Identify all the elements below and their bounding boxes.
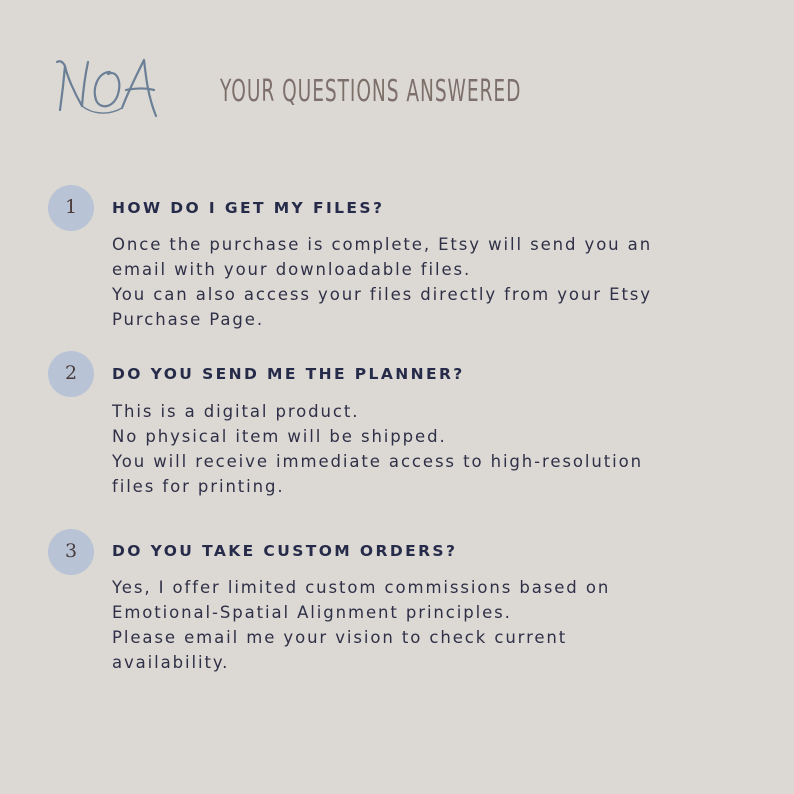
answer-line: Emotional-Spatial Alignment principles. bbox=[112, 603, 512, 622]
number-badge bbox=[48, 529, 94, 575]
faq-question: DO YOU TAKE CUSTOM ORDERS? bbox=[112, 542, 458, 560]
number-badge-label: 3 bbox=[64, 540, 78, 562]
answer-line: You can also access your files directly from your Etsy bbox=[112, 285, 652, 304]
faq-answer bbox=[112, 575, 772, 675]
faq-question: DO YOU SEND ME THE PLANNER? bbox=[112, 365, 465, 383]
answer-line: Please email me your vision to check current bbox=[112, 628, 568, 647]
page-title: YOUR QUESTIONS ANSWERED bbox=[220, 74, 522, 109]
answer-line: You will receive immediate access to high-resolution bbox=[112, 452, 643, 471]
faq-answer bbox=[112, 232, 772, 332]
answer-line: files for printing. bbox=[112, 477, 285, 496]
answer-line: availability. bbox=[112, 653, 230, 672]
answer-line: This is a digital product. bbox=[112, 402, 360, 421]
answer-line: email with your downloadable files. bbox=[112, 260, 472, 279]
answer-line: No physical item will be shipped. bbox=[112, 427, 447, 446]
answer-line: Yes, I offer limited custom commissions based on bbox=[112, 578, 611, 597]
number-badge bbox=[48, 351, 94, 397]
faq-question: HOW DO I GET MY FILES? bbox=[112, 199, 385, 217]
answer-line: Purchase Page. bbox=[112, 310, 264, 329]
faq-answer bbox=[112, 399, 772, 499]
number-badge-label: 1 bbox=[64, 196, 78, 218]
answer-line: Once the purchase is complete, Etsy will send you an bbox=[112, 235, 653, 254]
number-badge-label: 2 bbox=[64, 362, 78, 384]
number-badge bbox=[48, 185, 94, 231]
noa-logo bbox=[52, 48, 164, 124]
